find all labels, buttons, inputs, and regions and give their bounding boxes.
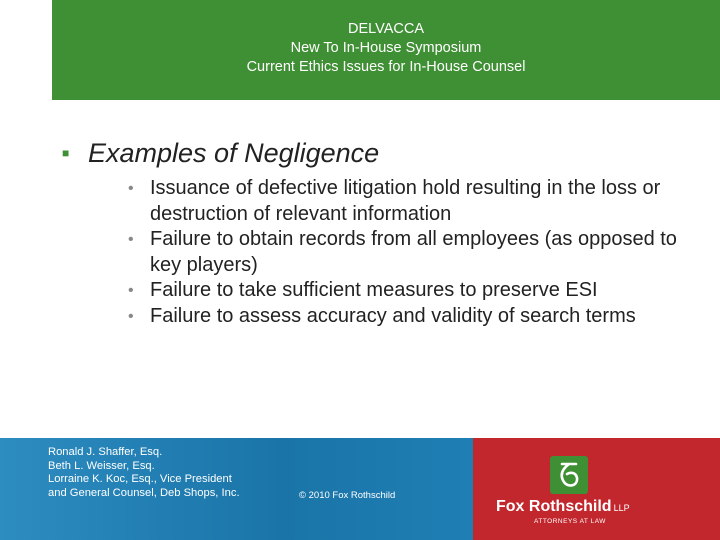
list-item-text: Failure to take sufficient measures to preserve ESI <box>150 279 598 301</box>
header-title: DELVACCA <box>347 21 424 37</box>
header-banner <box>52 0 720 100</box>
fox-rothschild-logo-icon <box>550 456 588 494</box>
copyright-notice: © 2010 Fox Rothschild <box>299 490 396 501</box>
logo-tagline: ATTORNEYS AT LAW <box>534 518 606 525</box>
dot-bullet-icon: • <box>128 307 134 325</box>
delta-glyph-icon <box>556 460 582 490</box>
header-topic: Current Ethics Issues for In-House Counsel <box>246 59 526 75</box>
logo-suffix-text: LLP <box>613 503 630 513</box>
list-item <box>128 304 688 330</box>
header-subtitle: New To In-House Symposium <box>290 40 482 56</box>
logo-name-text: Fox Rothschild <box>496 498 612 515</box>
dot-bullet-icon: • <box>128 231 134 248</box>
list-item-text: Issuance of defective litigation hold resulting in the loss or destruction of relevant information <box>150 177 661 225</box>
speaker-line: and General Counsel, Deb Shops, Inc. <box>48 486 240 499</box>
slide-heading: Examples of Negligence <box>88 138 380 168</box>
list-item <box>128 278 688 304</box>
square-bullet-icon: ■ <box>62 146 70 160</box>
speaker-line: Ronald J. Shaffer, Esq. <box>48 446 163 458</box>
header <box>0 0 720 102</box>
list-item <box>128 227 688 278</box>
dot-bullet-icon: • <box>128 282 134 299</box>
negligence-list <box>128 176 688 329</box>
dot-bullet-icon: • <box>128 180 134 197</box>
speaker-list <box>48 446 240 500</box>
list-item-text: Failure to obtain records from all employees (as opposed to key players) <box>150 228 677 276</box>
list-item <box>128 176 688 227</box>
speaker-line: Lorraine K. Koc, Esq., Vice President <box>48 473 232 485</box>
logo-wordmark <box>496 498 630 516</box>
speaker-line: Beth L. Weisser, Esq. <box>48 459 155 472</box>
list-item-text: Failure to assess accuracy and validity of search terms <box>150 304 636 327</box>
